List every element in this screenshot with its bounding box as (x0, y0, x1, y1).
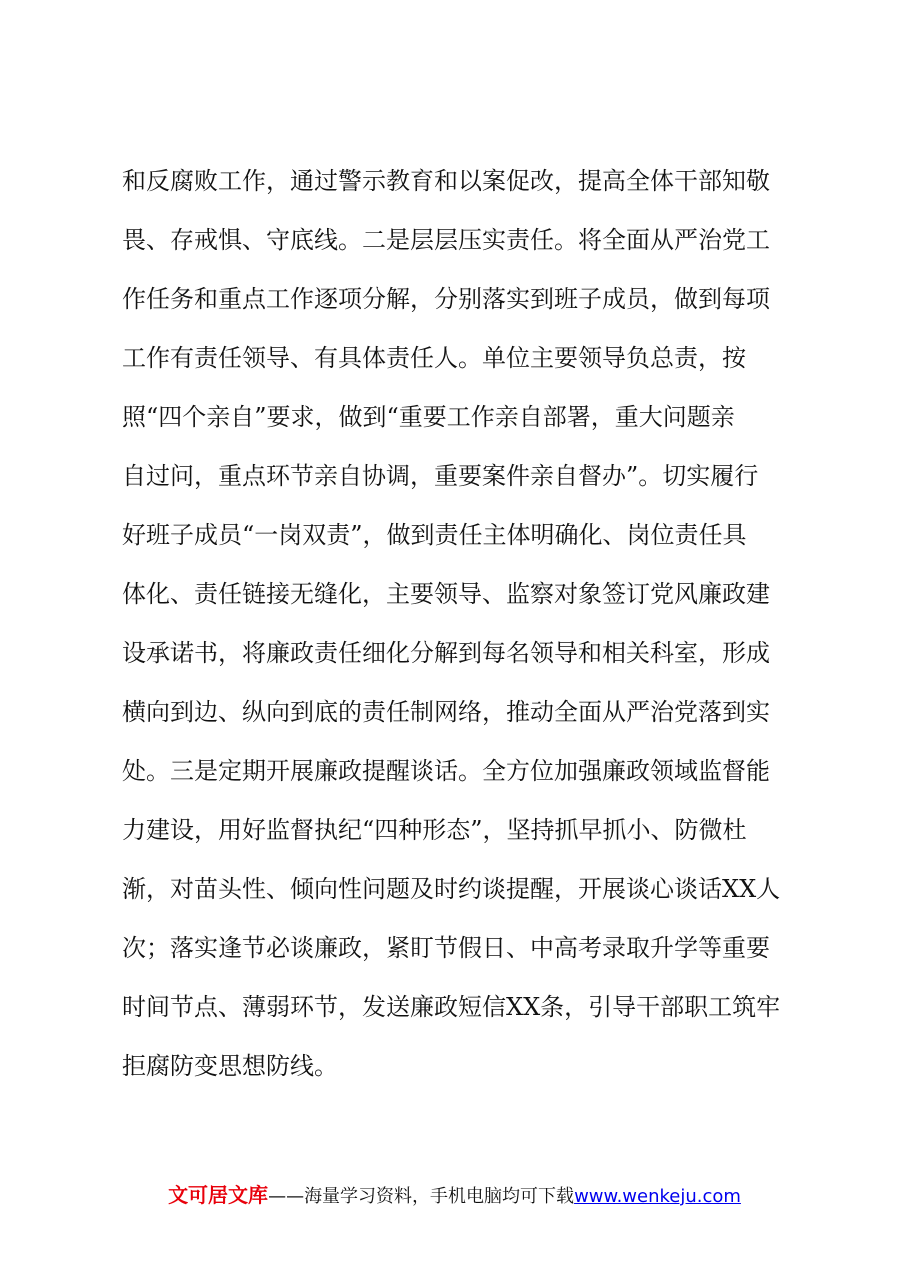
paragraph-line: 处。三是定期开展廉政提醒谈话。全方位加强廉政领域监督能 (122, 757, 770, 785)
paragraph-line: 渐，对苗头性、倾向性问题及时约谈提醒，开展谈心谈话XX人 (122, 875, 781, 903)
paragraph-line: 拒腐防变思想防线。 (122, 1052, 338, 1080)
paragraph-line: 畏、存戒惧、守底线。二是层层压实责任。将全面从严治党工 (122, 226, 770, 254)
paragraph-line: 和反腐败工作，通过警示教育和以案促改，提高全体干部知敬 (122, 167, 770, 195)
website-link[interactable]: www.wenkeju.com (574, 1186, 741, 1207)
footer-banner (0, 1182, 909, 1210)
brand-name: 文可居文库 (168, 1183, 269, 1207)
paragraph-line: 设承诺书，将廉政责任细化分解到每名领导和相关科室，形成 (122, 639, 770, 667)
paragraph-line: 作任务和重点工作逐项分解，分别落实到班子成员，做到每项 (122, 285, 770, 313)
paragraph-line: 自过问，重点环节亲自协调，重要案件亲自督办”。切实履行 (122, 462, 759, 490)
paragraph-line: 次；落实逢节必谈廉政，紧盯节假日、中高考录取升学等重要 (122, 934, 770, 962)
paragraph-line: 时间节点、薄弱环节，发送廉政短信XX条，引导干部职工筑牢 (122, 993, 781, 1021)
footer-slogan: ——海量学习资料，手机电脑均可下载 (268, 1186, 575, 1207)
paragraph-line: 力建设，用好监督执纪“四种形态”，坚持抓早抓小、防微杜 (122, 816, 747, 844)
paragraph-line: 照“四个亲自”要求，做到“重要工作亲自部署，重大问题亲 (122, 403, 735, 431)
paragraph-line: 好班子成员“一岗双责”，做到责任主体明确化、岗位责任具 (122, 521, 747, 549)
paragraph-line: 工作有责任领导、有具体责任人。单位主要领导负总责，按 (122, 344, 746, 372)
paragraph-line: 体化、责任链接无缝化，主要领导、监察对象签订党风廉政建 (122, 580, 770, 608)
paragraph-line: 横向到边、纵向到底的责任制网络，推动全面从严治党落到实 (122, 698, 770, 726)
